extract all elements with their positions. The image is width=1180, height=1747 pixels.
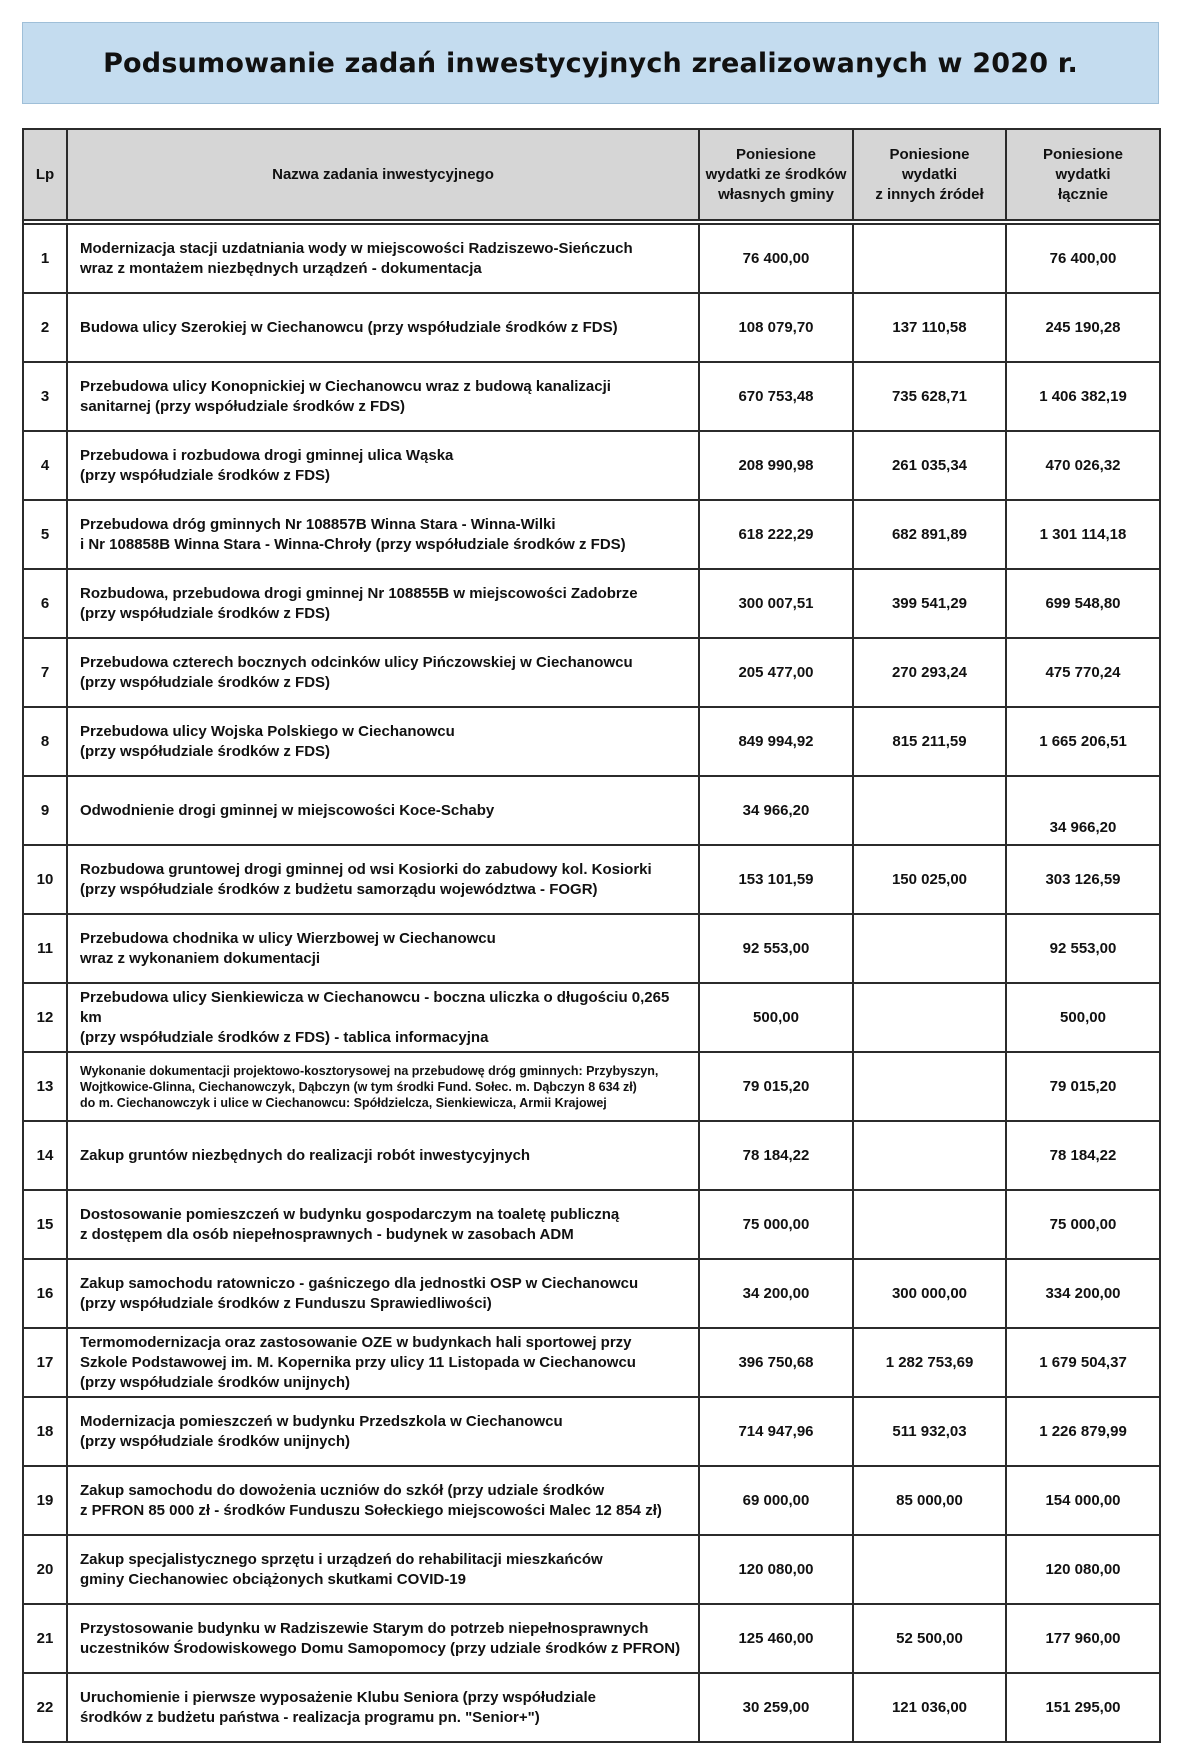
task-name-line: środków z budżetu państwa - realizacja programu pn. "Senior+") xyxy=(80,1708,540,1726)
table-row xyxy=(23,845,1160,914)
row-number: 21 xyxy=(23,1604,67,1673)
task-name-line: (przy współudziale środków unijnych) xyxy=(80,1432,351,1450)
table-row xyxy=(23,293,1160,362)
own-funds-value: 92 553,00 xyxy=(699,914,853,983)
table-row xyxy=(23,569,1160,638)
table-row xyxy=(23,431,1160,500)
row-number: 14 xyxy=(23,1121,67,1190)
task-name-line: Modernizacja stacji uzdatniania wody w miejscowości Radziszewo-Sieńczuch xyxy=(80,239,633,257)
total-value: 79 015,20 xyxy=(1006,1052,1160,1121)
own-funds-value: 500,00 xyxy=(699,983,853,1052)
table-body xyxy=(23,224,1160,1742)
other-sources-value xyxy=(853,983,1006,1052)
table-row xyxy=(23,914,1160,983)
task-name-line: Odwodnienie drogi gminnej w miejscowości Koce-Schaby xyxy=(80,801,495,819)
task-name-line: Wykonanie dokumentacji projektowo-kosztorysowej na przebudowę dróg gminnych: Przybyszyn, xyxy=(80,1063,659,1078)
row-number: 9 xyxy=(23,776,67,845)
task-name xyxy=(67,1535,699,1604)
row-number: 17 xyxy=(23,1328,67,1397)
table-row xyxy=(23,983,1160,1052)
own-funds-value: 208 990,98 xyxy=(699,431,853,500)
row-number: 3 xyxy=(23,362,67,431)
total-value: 500,00 xyxy=(1006,983,1160,1052)
task-name xyxy=(67,1328,699,1397)
other-sources-value xyxy=(853,914,1006,983)
own-funds-value: 75 000,00 xyxy=(699,1190,853,1259)
table-row xyxy=(23,1328,1160,1397)
total-value: 120 080,00 xyxy=(1006,1535,1160,1604)
table-row xyxy=(23,776,1160,845)
other-sources-value: 682 891,89 xyxy=(853,500,1006,569)
own-funds-value: 108 079,70 xyxy=(699,293,853,362)
own-funds-value: 396 750,68 xyxy=(699,1328,853,1397)
table-row xyxy=(23,1673,1160,1742)
total-value: 75 000,00 xyxy=(1006,1190,1160,1259)
task-name xyxy=(67,362,699,431)
row-number: 19 xyxy=(23,1466,67,1535)
total-value: 1 665 206,51 xyxy=(1006,707,1160,776)
task-name-line: (przy współudziale środków z FDS) - tablica informacyjna xyxy=(80,1028,489,1046)
other-sources-value xyxy=(853,1052,1006,1121)
table-row xyxy=(23,362,1160,431)
header-lp: Lp xyxy=(23,129,67,220)
task-name xyxy=(67,845,699,914)
table-row xyxy=(23,1259,1160,1328)
task-name-line: i Nr 108858B Winna Stara - Winna-Chroły (przy współudziale środków z FDS) xyxy=(80,535,626,553)
own-funds-value: 205 477,00 xyxy=(699,638,853,707)
task-name-line: Przebudowa i rozbudowa drogi gminnej ulica Wąska xyxy=(80,446,454,464)
total-value: 475 770,24 xyxy=(1006,638,1160,707)
task-name-line: Dostosowanie pomieszczeń w budynku gospodarczym na toaletę publiczną xyxy=(80,1205,620,1223)
own-funds-value: 618 222,29 xyxy=(699,500,853,569)
task-name-line: Termomodernizacja oraz zastosowanie OZE w budynkach hali sportowej przy xyxy=(80,1333,632,1351)
task-name-line: Szkole Podstawowej im. M. Kopernika przy ulicy 11 Listopada w Ciechanowcu xyxy=(80,1353,636,1371)
task-name-line: Zakup samochodu ratowniczo - gaśniczego dla jednostki OSP w Ciechanowcu xyxy=(80,1274,639,1292)
task-name-line: z dostępem dla osób niepełnosprawnych - budynek w zasobach ADM xyxy=(80,1225,574,1243)
table-row xyxy=(23,707,1160,776)
table-row xyxy=(23,1190,1160,1259)
total-value: 76 400,00 xyxy=(1006,224,1160,293)
task-name-line: Przebudowa ulicy Wojska Polskiego w Ciechanowcu xyxy=(80,722,455,740)
task-name-line: Przebudowa chodnika w ulicy Wierzbowej w Ciechanowcu xyxy=(80,929,496,947)
total-value: 177 960,00 xyxy=(1006,1604,1160,1673)
header-other: Poniesione wydatki z innych źródeł xyxy=(853,129,1006,220)
total-value: 303 126,59 xyxy=(1006,845,1160,914)
table-row xyxy=(23,1397,1160,1466)
task-name-line: (przy współudziale środków unijnych) xyxy=(80,1373,351,1391)
other-sources-value: 261 035,34 xyxy=(853,431,1006,500)
row-number: 10 xyxy=(23,845,67,914)
row-number: 18 xyxy=(23,1397,67,1466)
total-value: 699 548,80 xyxy=(1006,569,1160,638)
header-own: Poniesione wydatki ze środków własnych gminy xyxy=(699,129,853,220)
other-sources-value xyxy=(853,224,1006,293)
task-name xyxy=(67,431,699,500)
own-funds-value: 153 101,59 xyxy=(699,845,853,914)
total-value: 34 966,20 xyxy=(1006,776,1160,845)
task-name-line: do m. Ciechanowczyk i ulice w Ciechanowcu: Spółdzielcza, Sienkiewicza, Armii Krajowej xyxy=(80,1095,607,1110)
total-value: 1 301 114,18 xyxy=(1006,500,1160,569)
task-name xyxy=(67,638,699,707)
task-name-line: Modernizacja pomieszczeń w budynku Przedszkola w Ciechanowcu xyxy=(80,1412,563,1430)
row-number: 16 xyxy=(23,1259,67,1328)
task-name xyxy=(67,1604,699,1673)
title-banner xyxy=(22,22,1159,104)
own-funds-value: 125 460,00 xyxy=(699,1604,853,1673)
row-number: 1 xyxy=(23,224,67,293)
other-sources-value: 300 000,00 xyxy=(853,1259,1006,1328)
other-sources-value: 399 541,29 xyxy=(853,569,1006,638)
task-name xyxy=(67,1466,699,1535)
row-number: 4 xyxy=(23,431,67,500)
task-name xyxy=(67,1190,699,1259)
other-sources-value: 270 293,24 xyxy=(853,638,1006,707)
table-row xyxy=(23,638,1160,707)
task-name-line: Zakup samochodu do dowożenia uczniów do szkół (przy udziale środków xyxy=(80,1481,605,1499)
own-funds-value: 78 184,22 xyxy=(699,1121,853,1190)
own-funds-value: 30 259,00 xyxy=(699,1673,853,1742)
row-number: 12 xyxy=(23,983,67,1052)
other-sources-value: 511 932,03 xyxy=(853,1397,1006,1466)
task-name-line: Wojtkowice-Glinna, Ciechanowczyk, Dąbczyn (w tym środki Fund. Sołec. m. Dąbczyn 8 634 zł) xyxy=(80,1079,637,1094)
other-sources-value: 735 628,71 xyxy=(853,362,1006,431)
task-name xyxy=(67,569,699,638)
task-name-line: Przebudowa ulicy Konopnickiej w Ciechanowcu wraz z budową kanalizacji xyxy=(80,377,611,395)
task-name xyxy=(67,1052,699,1121)
own-funds-value: 714 947,96 xyxy=(699,1397,853,1466)
table-row xyxy=(23,1604,1160,1673)
own-funds-value: 34 200,00 xyxy=(699,1259,853,1328)
page-title: Podsumowanie zadań inwestycyjnych zrealizowanych w 2020 r. xyxy=(103,47,1078,79)
task-name-line: Zakup gruntów niezbędnych do realizacji robót inwestycyjnych xyxy=(80,1146,531,1164)
task-name-line: (przy współudziale środków z FDS) xyxy=(80,466,331,484)
row-number: 5 xyxy=(23,500,67,569)
task-name-line: Rozbudowa, przebudowa drogi gminnej Nr 108855B w miejscowości Zadobrze xyxy=(80,584,638,602)
task-name-line: Przebudowa dróg gminnych Nr 108857B Winna Stara - Winna-Wilki xyxy=(80,515,556,533)
table-header xyxy=(23,129,1160,224)
task-name xyxy=(67,1259,699,1328)
total-value: 1 679 504,37 xyxy=(1006,1328,1160,1397)
own-funds-value: 69 000,00 xyxy=(699,1466,853,1535)
other-sources-value xyxy=(853,1190,1006,1259)
task-name xyxy=(67,1673,699,1742)
task-name-line: wraz z montażem niezbędnych urządzeń - dokumentacja xyxy=(80,259,482,277)
task-name-line: sanitarnej (przy współudziale środków z FDS) xyxy=(80,397,406,415)
other-sources-value: 137 110,58 xyxy=(853,293,1006,362)
task-name xyxy=(67,1121,699,1190)
other-sources-value: 1 282 753,69 xyxy=(853,1328,1006,1397)
own-funds-value: 300 007,51 xyxy=(699,569,853,638)
task-name-line: uczestników Środowiskowego Domu Samopomocy (przy udziale środków z PFRON) xyxy=(80,1639,681,1657)
task-name-line: (przy współudziale środków z FDS) xyxy=(80,673,331,691)
task-name-line: (przy współudziale środków z FDS) xyxy=(80,742,331,760)
task-name-line: (przy współudziale środków z Funduszu Sprawiedliwości) xyxy=(80,1294,492,1312)
task-name xyxy=(67,1397,699,1466)
header-name: Nazwa zadania inwestycyjnego xyxy=(67,129,699,220)
other-sources-value: 52 500,00 xyxy=(853,1604,1006,1673)
task-name-line: z PFRON 85 000 zł - środków Funduszu Sołeckiego miejscowości Malec 12 854 zł) xyxy=(80,1501,662,1519)
own-funds-value: 79 015,20 xyxy=(699,1052,853,1121)
task-name-line: gminy Ciechanowiec obciążonych skutkami COVID-19 xyxy=(80,1570,466,1588)
row-number: 22 xyxy=(23,1673,67,1742)
row-number: 2 xyxy=(23,293,67,362)
task-name-line: Rozbudowa gruntowej drogi gminnej od wsi Kosiorki do zabudowy kol. Kosiorki xyxy=(80,860,652,878)
table-row xyxy=(23,1535,1160,1604)
other-sources-value: 85 000,00 xyxy=(853,1466,1006,1535)
total-value: 92 553,00 xyxy=(1006,914,1160,983)
task-name xyxy=(67,983,699,1052)
row-number: 13 xyxy=(23,1052,67,1121)
task-name-line: wraz z wykonaniem dokumentacji xyxy=(80,949,321,967)
task-name-line: (przy współudziale środków z budżetu samorządu województwa - FOGR) xyxy=(80,880,598,898)
task-name-line: Przystosowanie budynku w Radziszewie Starym do potrzeb niepełnosprawnych xyxy=(80,1619,649,1637)
total-value: 1 406 382,19 xyxy=(1006,362,1160,431)
total-value: 78 184,22 xyxy=(1006,1121,1160,1190)
row-number: 6 xyxy=(23,569,67,638)
investment-table xyxy=(22,128,1161,1743)
table-row xyxy=(23,1466,1160,1535)
total-value: 1 226 879,99 xyxy=(1006,1397,1160,1466)
other-sources-value: 121 036,00 xyxy=(853,1673,1006,1742)
total-value: 245 190,28 xyxy=(1006,293,1160,362)
other-sources-value: 815 211,59 xyxy=(853,707,1006,776)
task-name-line: Zakup specjalistycznego sprzętu i urządzeń do rehabilitacji mieszkańców xyxy=(80,1550,603,1568)
task-name xyxy=(67,776,699,845)
own-funds-value: 670 753,48 xyxy=(699,362,853,431)
task-name xyxy=(67,500,699,569)
task-name xyxy=(67,224,699,293)
own-funds-value: 849 994,92 xyxy=(699,707,853,776)
table-row xyxy=(23,500,1160,569)
other-sources-value xyxy=(853,1535,1006,1604)
own-funds-value: 120 080,00 xyxy=(699,1535,853,1604)
other-sources-value xyxy=(853,776,1006,845)
task-name xyxy=(67,707,699,776)
row-number: 15 xyxy=(23,1190,67,1259)
table-row xyxy=(23,224,1160,293)
task-name-line: (przy współudziale środków z FDS) xyxy=(80,604,331,622)
task-name-line: Budowa ulicy Szerokiej w Ciechanowcu (przy współudziale środków z FDS) xyxy=(80,318,618,336)
total-value: 334 200,00 xyxy=(1006,1259,1160,1328)
task-name-line: Przebudowa czterech bocznych odcinków ulicy Pińczowskiej w Ciechanowcu xyxy=(80,653,633,671)
table-row xyxy=(23,1052,1160,1121)
other-sources-value xyxy=(853,1121,1006,1190)
task-name xyxy=(67,293,699,362)
total-value: 470 026,32 xyxy=(1006,431,1160,500)
row-number: 8 xyxy=(23,707,67,776)
own-funds-value: 34 966,20 xyxy=(699,776,853,845)
row-number: 20 xyxy=(23,1535,67,1604)
task-name-line: Uruchomienie i pierwsze wyposażenie Klubu Seniora (przy współudziale xyxy=(80,1688,596,1706)
document-page xyxy=(22,22,1159,1743)
total-value: 151 295,00 xyxy=(1006,1673,1160,1742)
table-row xyxy=(23,1121,1160,1190)
row-number: 11 xyxy=(23,914,67,983)
total-value: 154 000,00 xyxy=(1006,1466,1160,1535)
task-name xyxy=(67,914,699,983)
task-name-line: Przebudowa ulicy Sienkiewicza w Ciechanowcu - boczna uliczka o długościu 0,265 km xyxy=(80,988,670,1026)
row-number: 7 xyxy=(23,638,67,707)
header-total: Poniesione wydatki łącznie xyxy=(1006,129,1160,220)
own-funds-value: 76 400,00 xyxy=(699,224,853,293)
other-sources-value: 150 025,00 xyxy=(853,845,1006,914)
